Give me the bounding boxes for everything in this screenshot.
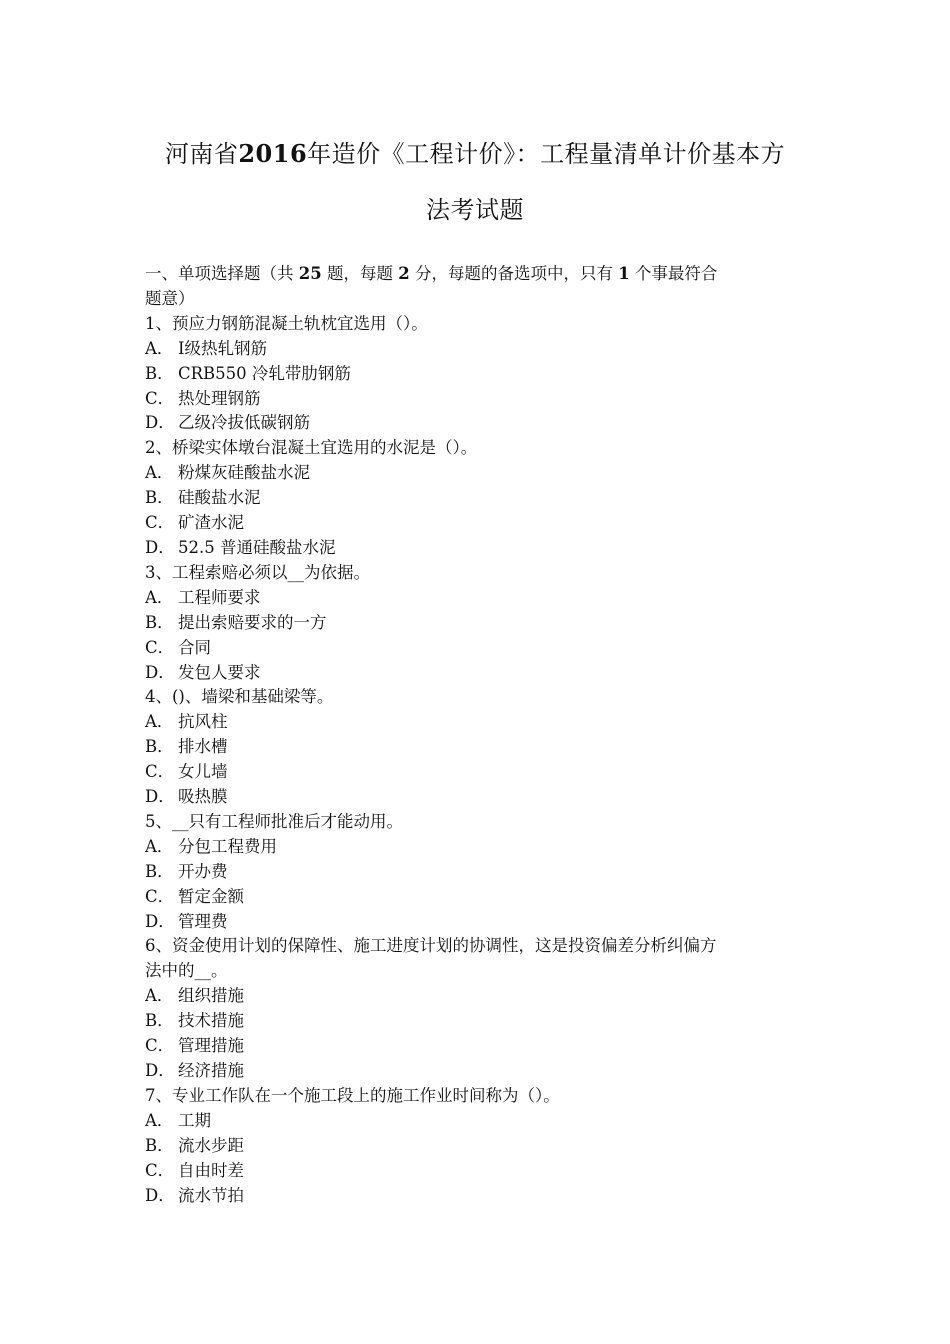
option-text: 工程师要求 [178, 587, 261, 607]
section-header-text: 一、单项选择题（共 [145, 264, 299, 283]
option-text: 硅酸盐水泥 [178, 488, 261, 508]
option-text: 暂定金额 [178, 886, 244, 906]
question-option [145, 760, 810, 785]
question-option [145, 411, 810, 436]
option-letter: C． [145, 637, 175, 657]
section-header [145, 262, 810, 287]
option-letter: B． [145, 363, 174, 383]
question-option [145, 1059, 810, 1084]
option-letter: C． [145, 1036, 175, 1056]
option-letter: A． [145, 836, 174, 856]
question-option [145, 1009, 810, 1034]
question-option [145, 586, 810, 611]
question-option [145, 611, 810, 636]
option-text: 热处理钢筋 [178, 388, 261, 408]
question-stem: 6、资金使用计划的保障性、施工进度计划的协调性，这是投资偏差分析纠偏方 [145, 936, 717, 956]
question-option [145, 910, 810, 935]
option-letter: A． [145, 712, 174, 732]
section-header-text: 分，每题的备选项中，只有 [409, 264, 619, 283]
option-text: 技术措施 [178, 1011, 244, 1031]
option-text: 女儿墙 [178, 762, 228, 782]
option-letter: C． [145, 513, 175, 533]
option-text: 管理措施 [178, 1036, 244, 1056]
question-option [145, 1134, 810, 1159]
question-option [145, 984, 810, 1009]
question-content [145, 262, 810, 1208]
question-option [145, 885, 810, 910]
option-text: 分包工程费用 [178, 836, 277, 856]
option-letter: A． [145, 1110, 174, 1130]
question-option [145, 1159, 810, 1184]
question-count: 25 [298, 264, 322, 283]
option-text: 组织措施 [178, 986, 244, 1006]
option-letter: D． [145, 1061, 175, 1080]
option-letter: A． [145, 338, 174, 358]
option-letter: B． [145, 861, 174, 881]
question-option [145, 735, 810, 760]
option-text: 提出索赔要求的一方 [178, 612, 327, 632]
question-option [145, 661, 810, 686]
question-option [145, 710, 810, 735]
question-stem: 1、预应力钢筋混凝土轨枕宜选用（）。 [145, 313, 428, 333]
option-text: 流水节拍 [178, 1185, 244, 1205]
question-option [145, 636, 810, 661]
option-letter: D． [145, 1185, 175, 1205]
section-header-text: 个事最符合 [629, 264, 718, 283]
correct-count: 1 [618, 264, 630, 283]
option-text: 抗风柱 [178, 712, 228, 732]
question-stem: 2、桥梁实体墩台混凝土宜选用的水泥是（）。 [145, 438, 478, 458]
option-text: 乙级冷拔低碳钢筋 [178, 413, 310, 433]
question-option [145, 536, 810, 561]
question-option [145, 835, 810, 860]
question-option [145, 785, 810, 810]
option-text: 管理费 [178, 911, 228, 931]
option-letter: C． [145, 388, 175, 408]
question-option [145, 486, 810, 511]
question-option [145, 511, 810, 536]
option-letter: B． [145, 737, 174, 757]
title-line-2: 法考试题 [426, 196, 524, 224]
option-text: 矿渣水泥 [178, 513, 244, 533]
option-text: 开办费 [178, 861, 228, 881]
title-suffix: 年造价《工程计价》：工程量清单计价基本方 [307, 140, 786, 168]
option-letter: D． [145, 787, 175, 807]
option-letter: D． [145, 413, 175, 433]
title-prefix: 河南省 [164, 140, 239, 168]
question-stem: 3、工程索赔必须以__为依据。 [145, 562, 370, 582]
option-text: 吸热膜 [178, 787, 228, 807]
question-stem: 5、__只有工程师批准后才能动用。 [145, 811, 403, 831]
question-stem-line-2: 法中的__。 [145, 961, 228, 981]
option-text: 合同 [178, 637, 211, 657]
section-header-line-2: 题意） [145, 288, 195, 308]
question-option [145, 1034, 810, 1059]
option-text: Ⅰ级热轧钢筋 [178, 338, 268, 358]
option-text: 粉煤灰硅酸盐水泥 [178, 463, 310, 483]
question-option [145, 1184, 810, 1209]
option-text: 52.5 普通硅酸盐水泥 [178, 537, 336, 557]
title-line-1 [120, 126, 830, 182]
question-option [145, 387, 810, 412]
option-text: 自由时差 [178, 1160, 244, 1180]
question-option [145, 860, 810, 885]
question-stem: 7、专业工作队在一个施工段上的施工作业时间称为（）。 [145, 1085, 560, 1105]
question-option [145, 362, 810, 387]
points-per-question: 2 [398, 264, 410, 283]
option-letter: D． [145, 662, 175, 682]
title-year: 2016 [238, 139, 308, 168]
section-header-text: 题，每题 [321, 264, 399, 283]
question-option [145, 1109, 810, 1134]
option-text: 流水步距 [178, 1135, 244, 1155]
question-stem: 4、()、墙梁和基础梁等。 [145, 687, 334, 707]
option-letter: A． [145, 986, 174, 1006]
option-letter: C． [145, 1160, 175, 1180]
option-letter: B． [145, 1135, 174, 1155]
document-title [120, 126, 830, 238]
option-text: 排水槽 [178, 737, 228, 757]
question-option [145, 337, 810, 362]
option-letter: D． [145, 537, 175, 557]
option-letter: A． [145, 463, 174, 483]
option-text: 经济措施 [178, 1061, 244, 1080]
option-letter: C． [145, 886, 175, 906]
option-letter: B． [145, 1011, 174, 1031]
option-text: CRB550 冷轧带肋钢筋 [178, 363, 351, 383]
option-letter: D． [145, 911, 175, 931]
option-letter: C． [145, 762, 175, 782]
option-letter: B． [145, 488, 174, 508]
option-letter: A． [145, 587, 174, 607]
option-letter: B． [145, 612, 174, 632]
option-text: 工期 [178, 1110, 211, 1130]
option-text: 发包人要求 [178, 662, 261, 682]
question-option [145, 461, 810, 486]
